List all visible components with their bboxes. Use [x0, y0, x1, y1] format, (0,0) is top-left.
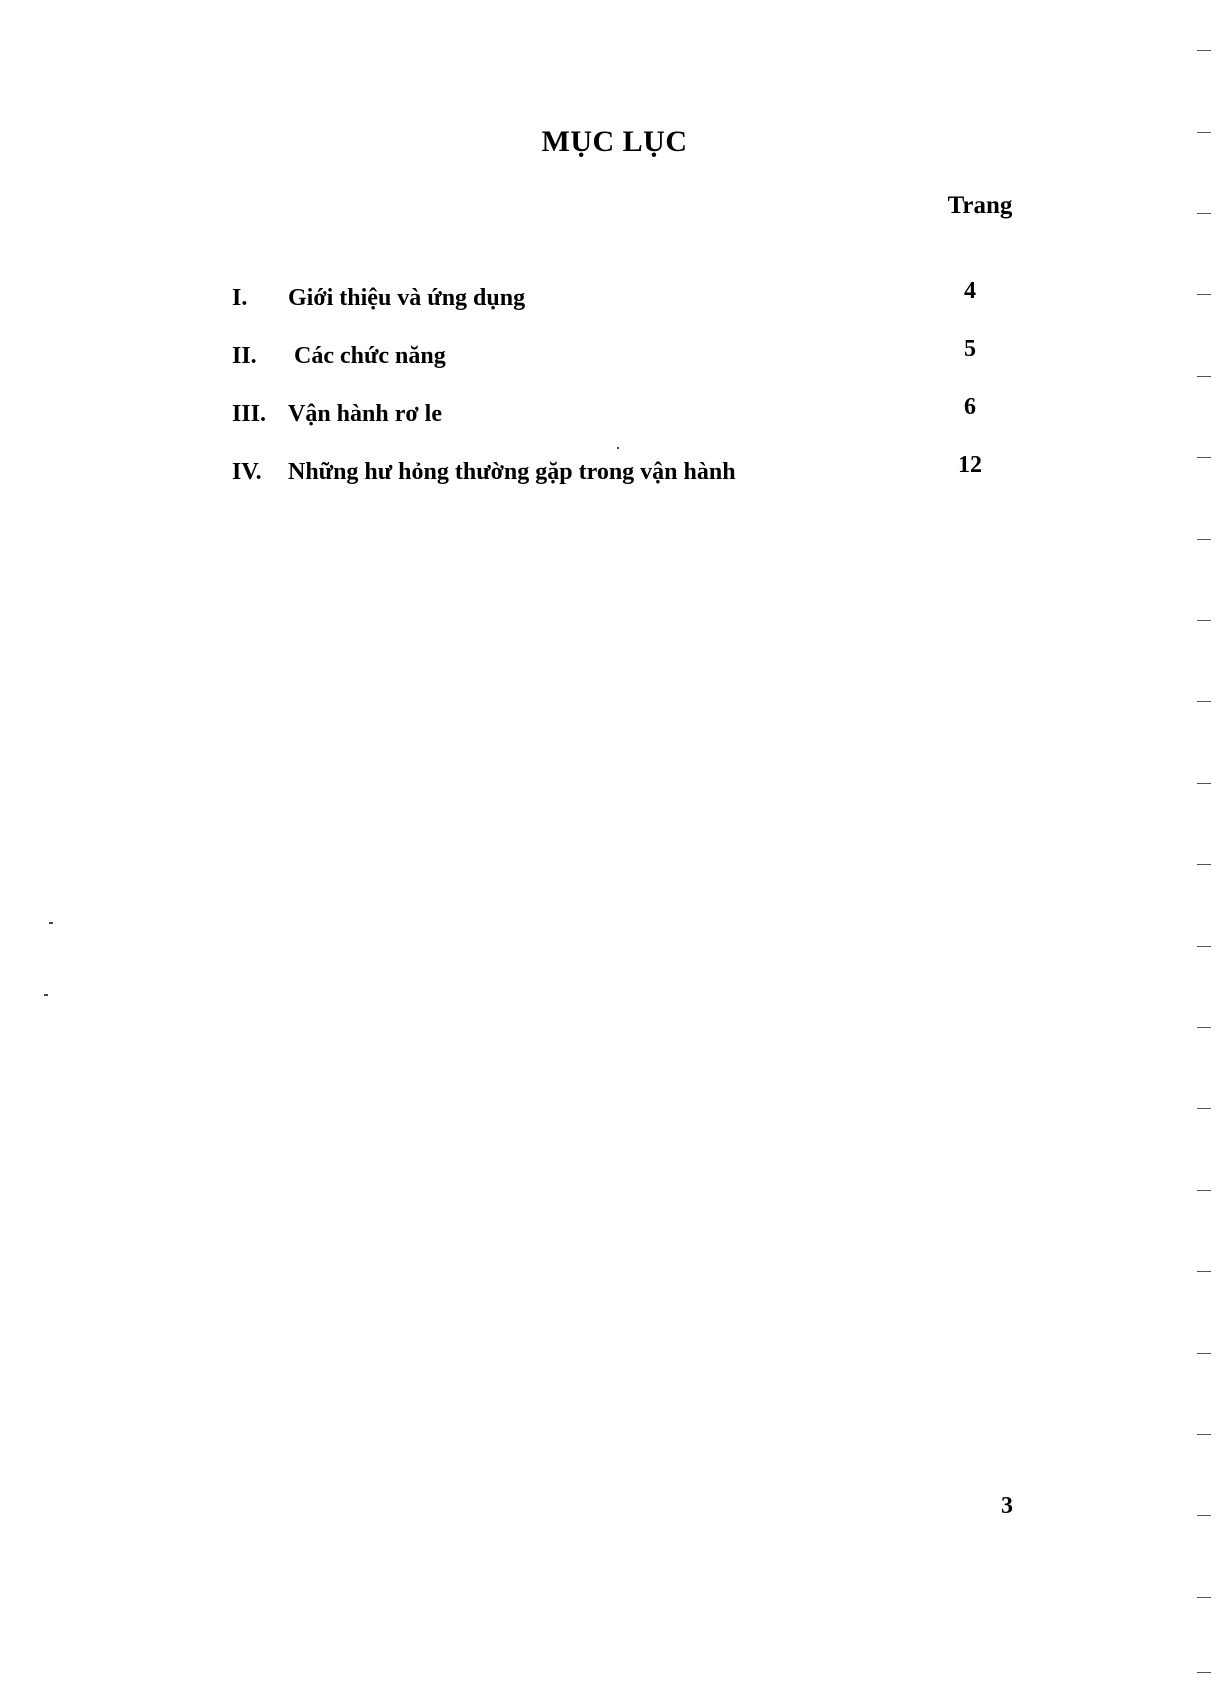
binding-mark: [1197, 864, 1211, 865]
binding-mark: [1197, 1515, 1211, 1516]
toc-entry-numeral: I.: [232, 285, 248, 311]
binding-mark: [1197, 294, 1211, 295]
toc-entry-text: Các chức năng: [294, 343, 446, 369]
scan-speck: [44, 994, 48, 996]
binding-mark: [1197, 213, 1211, 214]
binding-mark: [1197, 1190, 1211, 1191]
toc-entry-numeral: IV.: [232, 459, 262, 485]
binding-mark: [1197, 1353, 1211, 1354]
toc-list: [232, 278, 1052, 517]
toc-entry-page: 12: [958, 452, 982, 478]
toc-entry[interactable]: [232, 452, 1052, 517]
toc-entry[interactable]: [232, 278, 1052, 343]
toc-entry-page: 5: [964, 336, 976, 362]
binding-mark: [1197, 50, 1211, 51]
page-column-header: Trang: [947, 192, 1013, 219]
binding-mark: [1197, 1271, 1211, 1272]
toc-entry-text: Giới thiệu và ứng dụng: [288, 285, 526, 311]
toc-entry-text: Vận hành rơ le: [288, 401, 442, 427]
toc-entry-page: 6: [964, 394, 976, 420]
toc-entry-text: Những hư hỏng thường gặp trong vận hành: [288, 459, 736, 485]
binding-mark: [1197, 701, 1211, 702]
scan-speck: [49, 922, 53, 924]
toc-entry[interactable]: [232, 336, 1052, 401]
binding-mark: [1197, 946, 1211, 947]
binding-mark: [1197, 1027, 1211, 1028]
toc-entry-numeral: II.: [232, 343, 257, 369]
binding-mark: [1197, 783, 1211, 784]
toc-entry-page: 4: [964, 278, 976, 304]
binding-mark: [1197, 1108, 1211, 1109]
scan-speck: [617, 447, 619, 449]
toc-title: MỤC LỤC: [541, 125, 688, 158]
binding-mark: [1197, 1672, 1211, 1673]
binding-marks: [1169, 0, 1229, 1685]
binding-mark: [1197, 376, 1211, 377]
toc-entry-numeral: III.: [232, 401, 267, 427]
binding-mark: [1197, 132, 1211, 133]
page-number: 3: [1001, 1493, 1013, 1519]
binding-mark: [1197, 1434, 1211, 1435]
binding-mark: [1197, 1597, 1211, 1598]
binding-mark: [1197, 620, 1211, 621]
binding-mark: [1197, 457, 1211, 458]
binding-mark: [1197, 539, 1211, 540]
toc-entry[interactable]: [232, 394, 1052, 459]
